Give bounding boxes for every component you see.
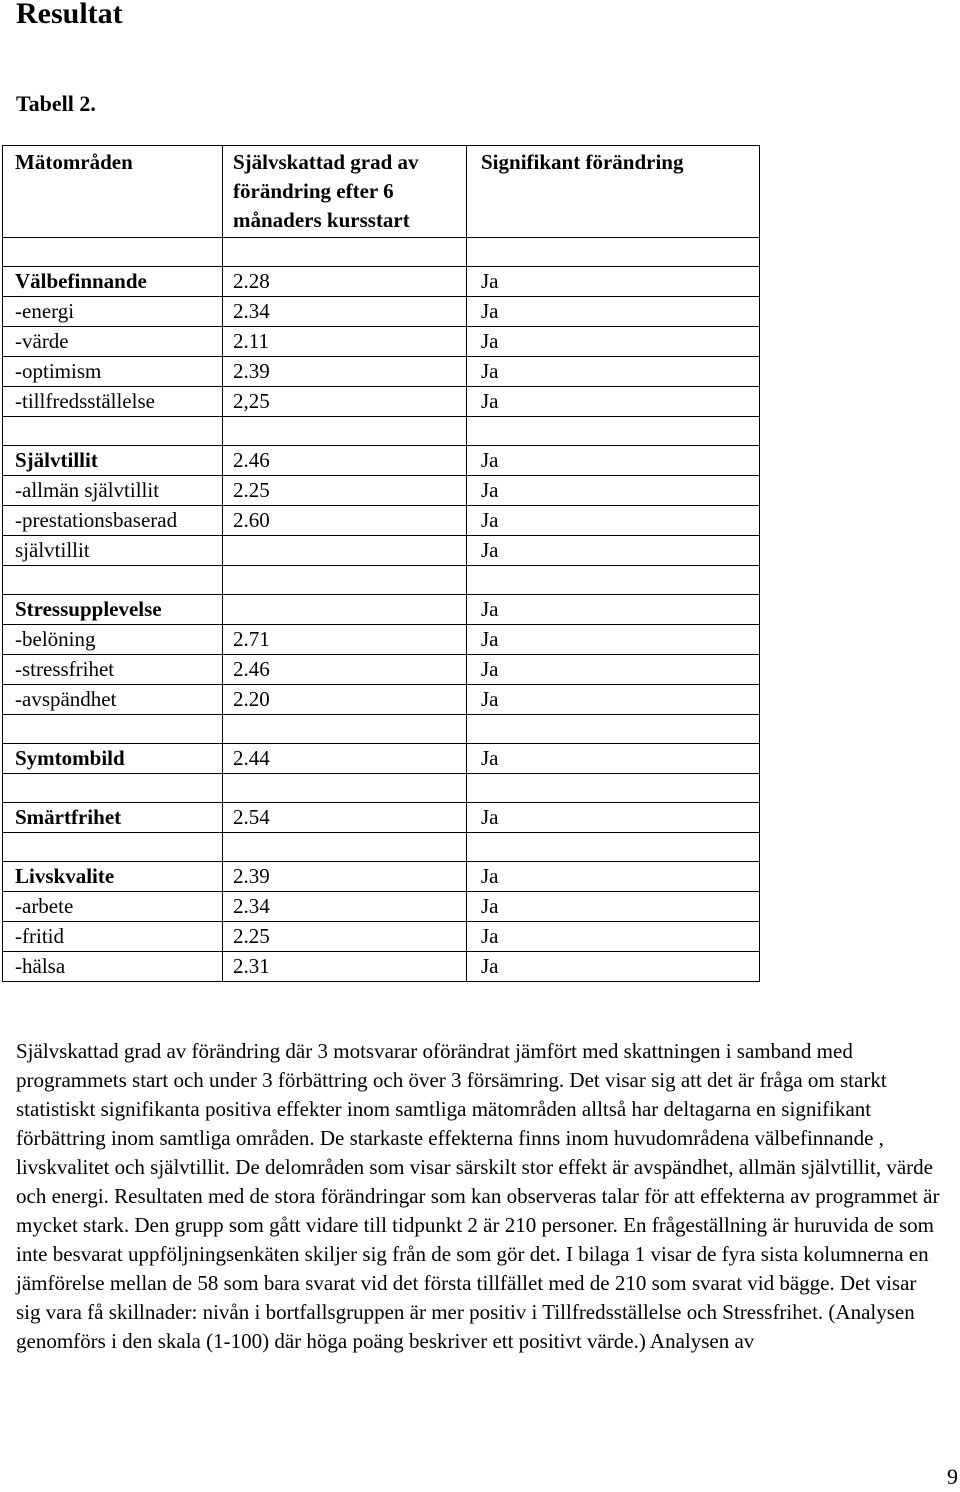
cell-grad xyxy=(223,715,467,744)
table-row xyxy=(3,476,760,506)
cell-grad xyxy=(223,536,467,566)
cell-grad: 2.44 xyxy=(223,744,467,774)
cell-grad xyxy=(223,595,467,625)
cell-signifikant: Ja xyxy=(467,536,760,566)
cell-matomrade: -prestationsbaserad xyxy=(3,506,223,536)
cell-grad: 2.28 xyxy=(223,267,467,297)
cell-grad: 2.34 xyxy=(223,297,467,327)
cell-matomrade: självtillit xyxy=(3,536,223,566)
cell-grad: 2.46 xyxy=(223,655,467,685)
table-row xyxy=(3,417,760,446)
table-row xyxy=(3,744,760,774)
table-row xyxy=(3,536,760,566)
table-row xyxy=(3,625,760,655)
cell-signifikant: Ja xyxy=(467,267,760,297)
cell-signifikant: Ja xyxy=(467,952,760,982)
table-row xyxy=(3,446,760,476)
table-header-row xyxy=(3,146,760,238)
cell-signifikant xyxy=(467,833,760,862)
cell-matomrade: -allmän självtillit xyxy=(3,476,223,506)
header-cell-signifikant: Signifikant förändring xyxy=(467,146,760,238)
cell-grad: 2.39 xyxy=(223,862,467,892)
cell-matomrade: Symtombild xyxy=(3,744,223,774)
cell-signifikant: Ja xyxy=(467,803,760,833)
page-heading: Resultat xyxy=(16,0,123,30)
cell-matomrade: -hälsa xyxy=(3,952,223,982)
table-row xyxy=(3,685,760,715)
cell-matomrade xyxy=(3,566,223,595)
table-row xyxy=(3,267,760,297)
cell-grad: 2.54 xyxy=(223,803,467,833)
cell-signifikant xyxy=(467,417,760,446)
cell-matomrade: -belöning xyxy=(3,625,223,655)
results-table xyxy=(2,145,760,982)
cell-signifikant: Ja xyxy=(467,297,760,327)
cell-matomrade: Smärtfrihet xyxy=(3,803,223,833)
cell-signifikant: Ja xyxy=(467,506,760,536)
table-title: Tabell 2. xyxy=(16,91,96,116)
cell-signifikant: Ja xyxy=(467,595,760,625)
table-row xyxy=(3,715,760,744)
cell-grad: 2.11 xyxy=(223,327,467,357)
cell-matomrade xyxy=(3,238,223,267)
cell-matomrade xyxy=(3,833,223,862)
table-row xyxy=(3,803,760,833)
table-row xyxy=(3,774,760,803)
page-number: 9 xyxy=(947,1464,958,1489)
cell-matomrade: -avspändhet xyxy=(3,685,223,715)
cell-grad: 2.31 xyxy=(223,952,467,982)
table-row xyxy=(3,833,760,862)
cell-grad: 2.25 xyxy=(223,922,467,952)
cell-signifikant: Ja xyxy=(467,446,760,476)
table-row xyxy=(3,238,760,267)
table-row xyxy=(3,922,760,952)
table-row xyxy=(3,506,760,536)
cell-signifikant: Ja xyxy=(467,922,760,952)
cell-matomrade: Stressupplevelse xyxy=(3,595,223,625)
table-row xyxy=(3,357,760,387)
cell-signifikant: Ja xyxy=(467,685,760,715)
cell-signifikant: Ja xyxy=(467,892,760,922)
cell-grad: 2.25 xyxy=(223,476,467,506)
table-row xyxy=(3,892,760,922)
table-row xyxy=(3,595,760,625)
cell-grad xyxy=(223,417,467,446)
cell-signifikant xyxy=(467,774,760,803)
cell-matomrade: -stressfrihet xyxy=(3,655,223,685)
results-paragraph: Självskattad grad av förändring där 3 motsvarar oförändrat jämfört med skattningen i samband med programmets start och under 3 förbättring och över 3 försämring. Det visar sig att det är fråga om starkt statistiskt signifikanta positiva effekter inom samtliga mätområden alltså har deltagarna en signifikant förbättring inom samtliga områden. De starkaste effekterna finns inom huvudområdena välbefinnande , livskvalitet och självtillit. De delområden som visar särskilt stor effekt är avspändhet, allmän självtillit, värde och energi. Resultaten med de stora förändringar som kan observeras talar för att effekterna av programmet är mycket stark. Den grupp som gått vidare till tidpunkt 2 är 210 personer. En frågeställning är huruvida de som inte besvarat uppföljningsenkäten skiljer sig från de som gör det. I bilaga 1 visar de fyra sista kolumnerna en jämförelse mellan de 58 som bara svarat vid det första tillfället med de 210 som svarat vid bägge. Det visar sig vara få skillnader: nivån i bortfallsgruppen är mer positiv i Tillfredsställelse och Stressfrihet. (Analysen genomförs i den skala (1-100) där höga poäng beskriver ett positivt värde.) Analysen av xyxy=(16,1039,940,1353)
cell-signifikant: Ja xyxy=(467,357,760,387)
cell-grad xyxy=(223,566,467,595)
cell-grad xyxy=(223,238,467,267)
header-cell-grad: Självskattad grad av förändring efter 6 månaders kursstart xyxy=(223,146,467,238)
cell-signifikant: Ja xyxy=(467,327,760,357)
cell-signifikant: Ja xyxy=(467,862,760,892)
table-row xyxy=(3,297,760,327)
cell-matomrade: Välbefinnande xyxy=(3,267,223,297)
cell-matomrade xyxy=(3,715,223,744)
cell-grad: 2.71 xyxy=(223,625,467,655)
cell-signifikant: Ja xyxy=(467,655,760,685)
cell-grad: 2.34 xyxy=(223,892,467,922)
cell-grad: 2.20 xyxy=(223,685,467,715)
cell-matomrade: Självtillit xyxy=(3,446,223,476)
cell-signifikant xyxy=(467,566,760,595)
cell-matomrade: -energi xyxy=(3,297,223,327)
cell-grad: 2.39 xyxy=(223,357,467,387)
cell-matomrade: Livskvalite xyxy=(3,862,223,892)
cell-matomrade: -tillfredsställelse xyxy=(3,387,223,417)
table-row xyxy=(3,327,760,357)
header-cell-matomraden: Mätområden xyxy=(3,146,223,238)
cell-matomrade: -fritid xyxy=(3,922,223,952)
table-body xyxy=(3,146,760,982)
cell-grad: 2.60 xyxy=(223,506,467,536)
cell-signifikant: Ja xyxy=(467,387,760,417)
table-row xyxy=(3,952,760,982)
cell-signifikant xyxy=(467,715,760,744)
cell-signifikant: Ja xyxy=(467,744,760,774)
cell-grad xyxy=(223,774,467,803)
cell-signifikant xyxy=(467,238,760,267)
table-row xyxy=(3,655,760,685)
cell-matomrade xyxy=(3,417,223,446)
cell-signifikant: Ja xyxy=(467,625,760,655)
cell-grad xyxy=(223,833,467,862)
cell-matomrade: -värde xyxy=(3,327,223,357)
cell-signifikant: Ja xyxy=(467,476,760,506)
cell-matomrade xyxy=(3,774,223,803)
cell-grad: 2,25 xyxy=(223,387,467,417)
table-row xyxy=(3,566,760,595)
table-row xyxy=(3,862,760,892)
cell-matomrade: -arbete xyxy=(3,892,223,922)
table-row xyxy=(3,387,760,417)
cell-grad: 2.46 xyxy=(223,446,467,476)
cell-matomrade: -optimism xyxy=(3,357,223,387)
